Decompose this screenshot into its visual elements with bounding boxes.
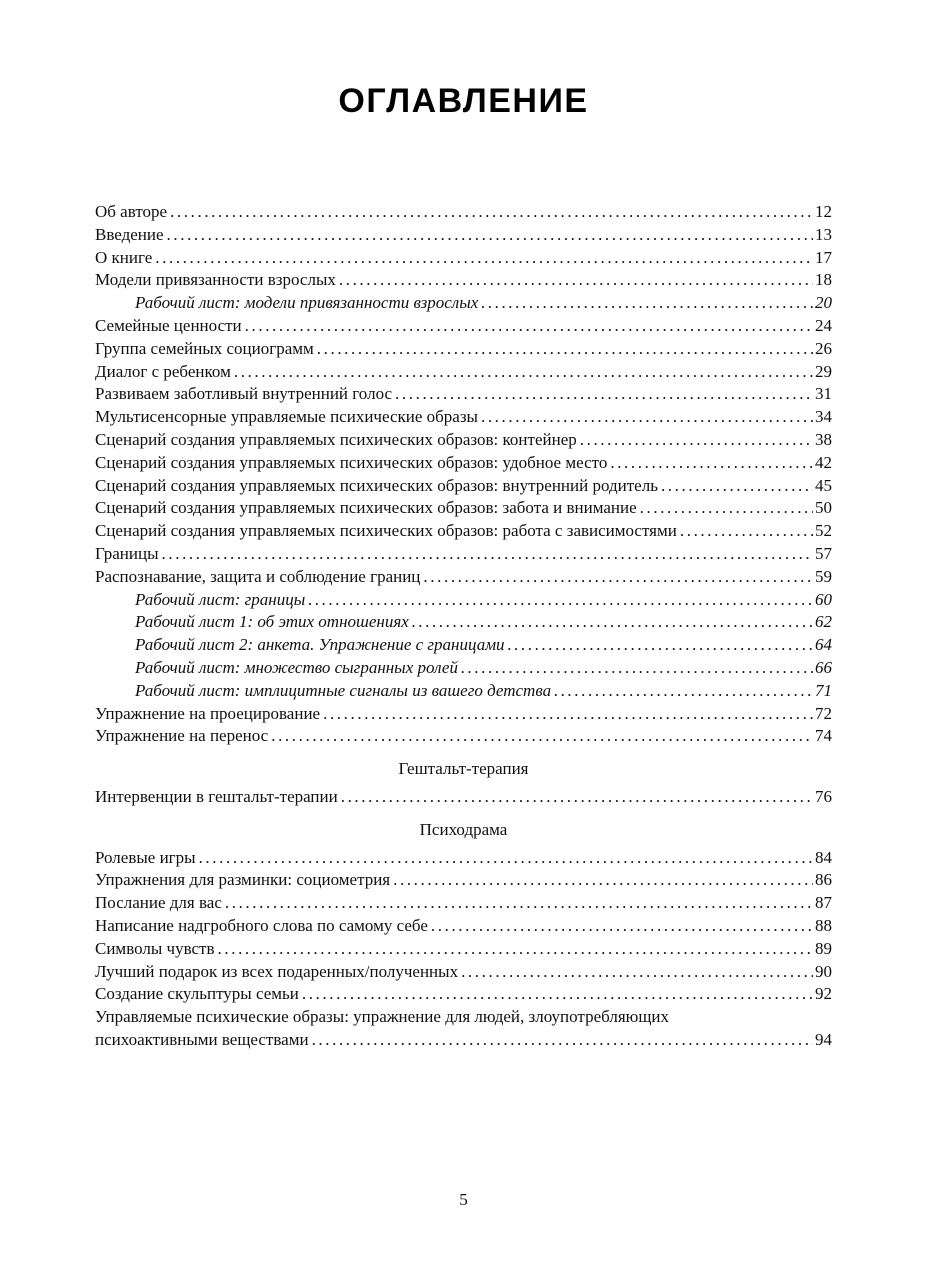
dot-leader	[312, 1029, 813, 1052]
toc-entry	[95, 1006, 832, 1029]
toc-entry-page: 86	[815, 870, 832, 890]
dot-leader	[170, 201, 813, 224]
toc-entry-title: Рабочий лист 1: об этих отношениях	[135, 612, 409, 632]
toc-entry-title: Сценарий создания управляемых психических образов: внутренний родитель	[95, 475, 658, 495]
toc-entry	[95, 869, 832, 892]
toc-entry-page: 89	[815, 938, 832, 958]
toc-entry-title: Ролевые игры	[95, 847, 196, 867]
dot-leader	[167, 224, 813, 247]
toc-entry-title: Рабочий лист 2: анкета. Упражнение с границами	[135, 635, 505, 655]
toc-entry	[95, 680, 832, 703]
toc-entry	[95, 361, 832, 384]
toc-entry	[95, 520, 832, 543]
toc-entry	[95, 915, 832, 938]
toc-entry-title: Группа семейных социограмм	[95, 338, 314, 358]
toc-entry	[95, 634, 832, 657]
dot-leader	[341, 786, 813, 809]
toc-entry-title: Послание для вас	[95, 893, 222, 913]
toc-entry	[95, 315, 832, 338]
toc-entry	[95, 938, 832, 961]
toc-entry-page: 76	[815, 786, 832, 806]
toc-page	[0, 82, 927, 1282]
toc-entry-title: Сценарий создания управляемых психических образов: забота и внимание	[95, 498, 637, 518]
toc-entry-page: 92	[815, 984, 832, 1004]
toc-entry-title: Сценарий создания управляемых психических образов: удобное место	[95, 452, 608, 472]
toc-entry-page: 66	[815, 657, 832, 677]
dot-leader	[162, 543, 813, 566]
toc-entry-title: Рабочий лист: модели привязанности взрослых	[135, 293, 479, 313]
toc-entry-page: 84	[815, 847, 832, 867]
toc-entry-page: 24	[815, 315, 832, 335]
toc-entry-page: 60	[815, 589, 832, 609]
toc-entry-title: Сценарий создания управляемых психических образов: работа с зависимостями	[95, 521, 677, 541]
toc-entry-title: Интервенции в гештальт-терапии	[95, 786, 338, 806]
toc-entry-page: 13	[815, 224, 832, 244]
toc-entry-title: Написание надгробного слова по самому себе	[95, 915, 428, 935]
toc-entry-page: 20	[815, 293, 832, 313]
toc-section-heading: Гештальт-терапия	[398, 759, 529, 779]
toc-entry-title: О книге	[95, 247, 153, 267]
toc-entry-title: Границы	[95, 543, 159, 563]
toc-entry	[95, 497, 832, 520]
toc-entry	[95, 611, 832, 634]
dot-leader	[610, 452, 813, 475]
dot-leader	[245, 315, 813, 338]
dot-leader	[308, 589, 813, 612]
toc-entry	[95, 566, 832, 589]
toc-section-heading: Психодрама	[419, 819, 508, 839]
toc-entry-page: 26	[815, 338, 832, 358]
toc-entry-title: Упражнение на перенос	[95, 726, 269, 746]
dot-leader	[412, 611, 813, 634]
toc-entry-page: 57	[815, 543, 832, 563]
toc-entry-page: 17	[815, 247, 832, 267]
toc-entry-page: 94	[815, 1029, 832, 1049]
toc-entry	[95, 269, 832, 292]
toc-entry	[95, 429, 832, 452]
toc-entry-title: Упражнение на проецирование	[95, 703, 321, 723]
dot-leader	[461, 657, 813, 680]
toc-entry-title: психоактивными веществами	[95, 1029, 309, 1049]
toc-entry-title: Создание скульптуры семьи	[95, 984, 299, 1004]
toc-entry	[95, 201, 832, 224]
toc-entry	[95, 406, 832, 429]
dot-leader	[461, 961, 813, 984]
toc-entry	[95, 725, 832, 748]
dot-leader	[317, 338, 813, 361]
toc-entry	[95, 452, 832, 475]
toc-entry-title: Сценарий создания управляемых психических образов: контейнер	[95, 429, 577, 449]
dot-leader	[431, 915, 813, 938]
toc-entry-page: 71	[815, 680, 832, 700]
toc-entry-page: 62	[815, 612, 832, 632]
toc-entry	[95, 383, 832, 406]
toc-entry-title: Распознавание, защита и соблюдение границ	[95, 566, 421, 586]
dot-leader	[481, 292, 813, 315]
toc-entry	[95, 961, 832, 984]
dot-leader	[554, 680, 813, 703]
dot-leader	[580, 429, 813, 452]
dot-leader	[218, 938, 813, 961]
toc-entry	[95, 657, 832, 680]
dot-leader	[234, 361, 813, 384]
toc-entry-title: Символы чувств	[95, 938, 215, 958]
dot-leader	[423, 566, 813, 589]
toc-entry	[95, 224, 832, 247]
dot-leader	[640, 497, 813, 520]
dot-leader	[323, 703, 813, 726]
toc-entry-page: 18	[815, 270, 832, 290]
toc-entry-page: 72	[815, 703, 832, 723]
toc-entry-page: 74	[815, 726, 832, 746]
toc-entry-page: 45	[815, 475, 832, 495]
toc-entry-page: 88	[815, 915, 832, 935]
page-title: ОГЛАВЛЕНИЕ	[338, 82, 589, 120]
dot-leader	[481, 406, 813, 429]
toc-entry-title: Мультисенсорные управляемые психические образы	[95, 407, 478, 427]
toc-entry	[95, 1029, 832, 1052]
dot-leader	[271, 725, 813, 748]
toc-entry-page: 87	[815, 893, 832, 913]
toc-entry	[95, 847, 832, 870]
toc-entry-page: 12	[815, 202, 832, 221]
toc-entry-page: 42	[815, 452, 832, 472]
toc-entry	[95, 292, 832, 315]
toc-entry-page: 90	[815, 961, 832, 981]
dot-leader	[155, 247, 813, 270]
dot-leader	[395, 383, 813, 406]
toc-entry-title: Лучший подарок из всех подаренных/полученных	[95, 961, 459, 981]
dot-leader	[393, 869, 813, 892]
toc-entry-page: 34	[815, 407, 832, 427]
toc-entry-page: 31	[815, 384, 832, 404]
toc-list	[95, 201, 832, 1052]
toc-entry-page: 29	[815, 361, 832, 381]
toc-entry	[95, 589, 832, 612]
dot-leader	[339, 269, 813, 292]
toc-entry-page: 59	[815, 566, 832, 586]
dot-leader	[508, 634, 813, 657]
toc-entry-title: Введение	[95, 224, 164, 244]
toc-entry	[95, 983, 832, 1006]
toc-entry-title: Семейные ценности	[95, 315, 242, 335]
toc-entry-title: Управляемые психические образы: упражнение для людей, злоупотребляющих	[95, 1007, 670, 1027]
toc-entry-title: Об авторе	[95, 202, 168, 221]
dot-leader	[302, 983, 813, 1006]
toc-entry-title: Развиваем заботливый внутренний голос	[95, 384, 393, 404]
dot-leader	[225, 892, 813, 915]
toc-entry-title: Рабочий лист: множество сыгранных ролей	[135, 657, 458, 677]
toc-entry-page: 38	[815, 429, 832, 449]
toc-entry	[95, 247, 832, 270]
toc-entry-title: Диалог с ребенком	[95, 361, 231, 381]
toc-entry	[95, 543, 832, 566]
toc-entry	[95, 338, 832, 361]
toc-entry-page: 52	[815, 521, 832, 541]
toc-entry-title: Рабочий лист: границы	[135, 589, 306, 609]
dot-leader	[661, 475, 813, 498]
toc-entry	[95, 892, 832, 915]
toc-entry	[95, 703, 832, 726]
toc-entry-page: 64	[815, 635, 832, 655]
toc-entry-title: Упражнения для разминки: социометрия	[95, 870, 391, 890]
dot-leader	[199, 847, 813, 870]
toc-entry-title: Модели привязанности взрослых	[95, 270, 336, 290]
dot-leader	[680, 520, 813, 543]
page-number: 5	[459, 1190, 468, 1209]
toc-entry	[95, 786, 832, 809]
toc-entry	[95, 475, 832, 498]
toc-entry-title: Рабочий лист: имплицитные сигналы из вашего детства	[135, 680, 552, 700]
toc-entry-page: 50	[815, 498, 832, 518]
